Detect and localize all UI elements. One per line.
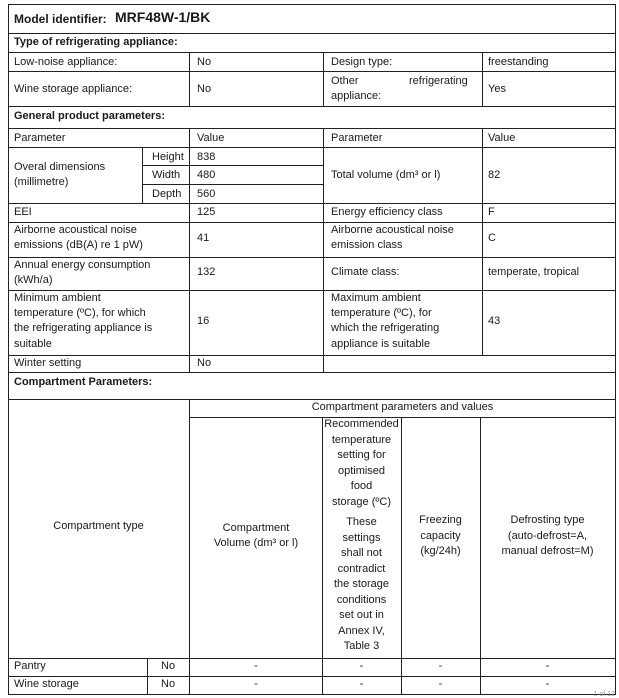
rule [482,128,483,355]
volume-header-2: Volume (dm³ or l) [213,537,299,549]
compartment-section-title: Compartment Parameters: [14,376,153,388]
temperature-header-7: These [346,516,377,528]
product-information-sheet [8,4,616,694]
rule [189,52,190,106]
wine-storage-label: Wine storage appliance: [14,83,133,95]
winter-setting-label: Winter setting [14,357,82,369]
col-value-header-2: Value [488,132,516,144]
defrost-header-2: (auto-defrost=A, [507,529,588,542]
rule [189,128,190,372]
rule [8,71,616,72]
climate-class-value: temperate, tropical [488,266,580,278]
min-temp-value: 16 [197,315,210,327]
rule [142,184,324,185]
temperature-header-10: contradict [337,562,386,575]
volume-header-1: Compartment [222,522,290,534]
freezing-header-2: capacity [420,529,461,542]
rule [147,658,148,694]
rule [8,147,616,148]
rule [482,52,483,106]
defrost-header-1: Defrosting type [510,514,585,526]
freezing-header-3: (kg/24h) [420,545,461,557]
temperature-header-4: optimised [337,464,386,477]
total-volume-value: 82 [488,169,501,181]
temperature-header-14: Annex IV, [338,624,385,637]
compartment-row-defrost: - [545,660,550,672]
width-value: 480 [197,169,216,181]
rule [615,4,616,695]
temperature-header-11: the storage [333,578,390,590]
winter-setting-value: No [197,357,212,369]
model-identifier-value: MRF48W-1/BK [115,9,211,25]
noise-class-label-1: Airborne acoustical noise [331,224,454,236]
rule [8,355,616,356]
min-temp-label-3: the refrigerating appliance is [14,322,153,334]
climate-class-label: Climate class: [331,266,400,278]
temperature-header-1: Recommended [324,418,399,430]
compartment-row-freezing: - [438,660,443,672]
annual-energy-label-2: (kWh/a) [14,274,53,286]
min-temp-label-2: temperature (ºC), for which [14,307,146,319]
other-appliance-label-1: Other [331,75,359,87]
model-identifier-label: Model identifier: [14,12,107,26]
compartment-row-volume: - [254,678,258,690]
other-appliance-label-2: refrigerating [409,75,468,87]
low-noise-value: No [197,56,212,68]
compartment-row-name: Pantry [14,660,46,672]
min-temp-label-1: Minimum ambient [14,292,101,304]
defrost-header-3: manual defrost=M) [501,545,594,557]
design-type-value: freestanding [488,56,549,68]
temperature-header-13: set out in [339,609,384,621]
compartment-row-present: No [161,678,176,690]
noise-value: 41 [197,232,210,244]
rule [189,417,616,418]
rule [142,147,143,203]
total-volume-label: Total volume (dm³ or l) [331,169,441,181]
rule [8,694,616,695]
max-temp-value: 43 [488,315,501,327]
other-appliance-value: Yes [488,83,506,95]
rule [8,203,616,204]
width-label: Width [152,169,181,181]
dimensions-label-2: (millimetre) [14,176,69,188]
temperature-header-9: shall not [341,547,382,559]
rule [8,106,616,107]
rule [8,4,616,5]
temperature-header-15: Table 3 [343,640,380,652]
temperature-header-8: settings [342,531,381,544]
annual-energy-value: 132 [197,266,216,278]
temperature-header-2: temperature [331,433,392,446]
max-temp-label-2: temperature (ºC), for [331,307,432,319]
rule [8,372,616,373]
freezing-header-1: Freezing [419,514,462,526]
temperature-header-6: storage (ºC) [331,495,392,508]
compartment-row-volume: - [254,660,258,672]
noise-label-1: Airborne acoustical noise [14,224,137,236]
rule [323,52,324,106]
max-temp-label-3: which the refrigerating [331,322,440,334]
eei-value: 125 [197,206,216,218]
eei-label: EEI [14,206,32,218]
temperature-header-12: conditions [336,593,387,606]
col-value-header: Value [197,132,225,144]
height-label: Height [152,151,184,163]
noise-class-label-2: emission class [331,239,403,251]
rule [8,4,9,695]
depth-value: 560 [197,188,216,200]
compartment-row-temp: - [359,678,364,690]
temperature-header-3: setting for [337,449,386,461]
max-temp-label-4: appliance is suitable [331,338,431,350]
rule [8,128,616,129]
design-type-label: Design type: [331,56,393,68]
noise-label-2: emissions (dB(A) re 1 pW) [14,239,143,251]
energy-class-label: Energy efficiency class [331,206,443,218]
compartment-row-freezing: - [438,678,443,690]
compartment-row-name: Wine storage [14,678,79,690]
rule [8,33,616,34]
temperature-header-5: food [350,480,373,492]
wine-storage-value: No [197,83,212,95]
rule [323,128,324,372]
compartment-row-present: No [161,660,176,672]
compartment-row-temp: - [359,660,364,672]
col-parameter-header: Parameter [14,132,66,144]
energy-class-value: F [488,206,495,218]
noise-class-value: C [488,232,496,244]
type-section-title: Type of refrigerating appliance: [14,36,178,48]
page-number: 1 of 12 [593,691,615,698]
dimensions-label-1: Overal dimensions [14,161,106,173]
general-section-title: General product parameters: [14,110,165,122]
other-appliance-label-3: appliance: [331,90,382,102]
low-noise-label: Low-noise appliance: [14,56,118,68]
compartment-group-header: Compartment parameters and values [311,401,494,413]
height-value: 838 [197,151,216,163]
annual-energy-label-1: Annual energy consumption [14,259,151,271]
min-temp-label-4: suitable [14,338,52,350]
compartment-type-header: Compartment type [53,520,144,532]
depth-label: Depth [152,188,182,200]
compartment-row-defrost: - [545,678,550,690]
rule [8,52,616,53]
col-parameter-header-2: Parameter [331,132,383,144]
max-temp-label-1: Maximum ambient [331,292,421,304]
